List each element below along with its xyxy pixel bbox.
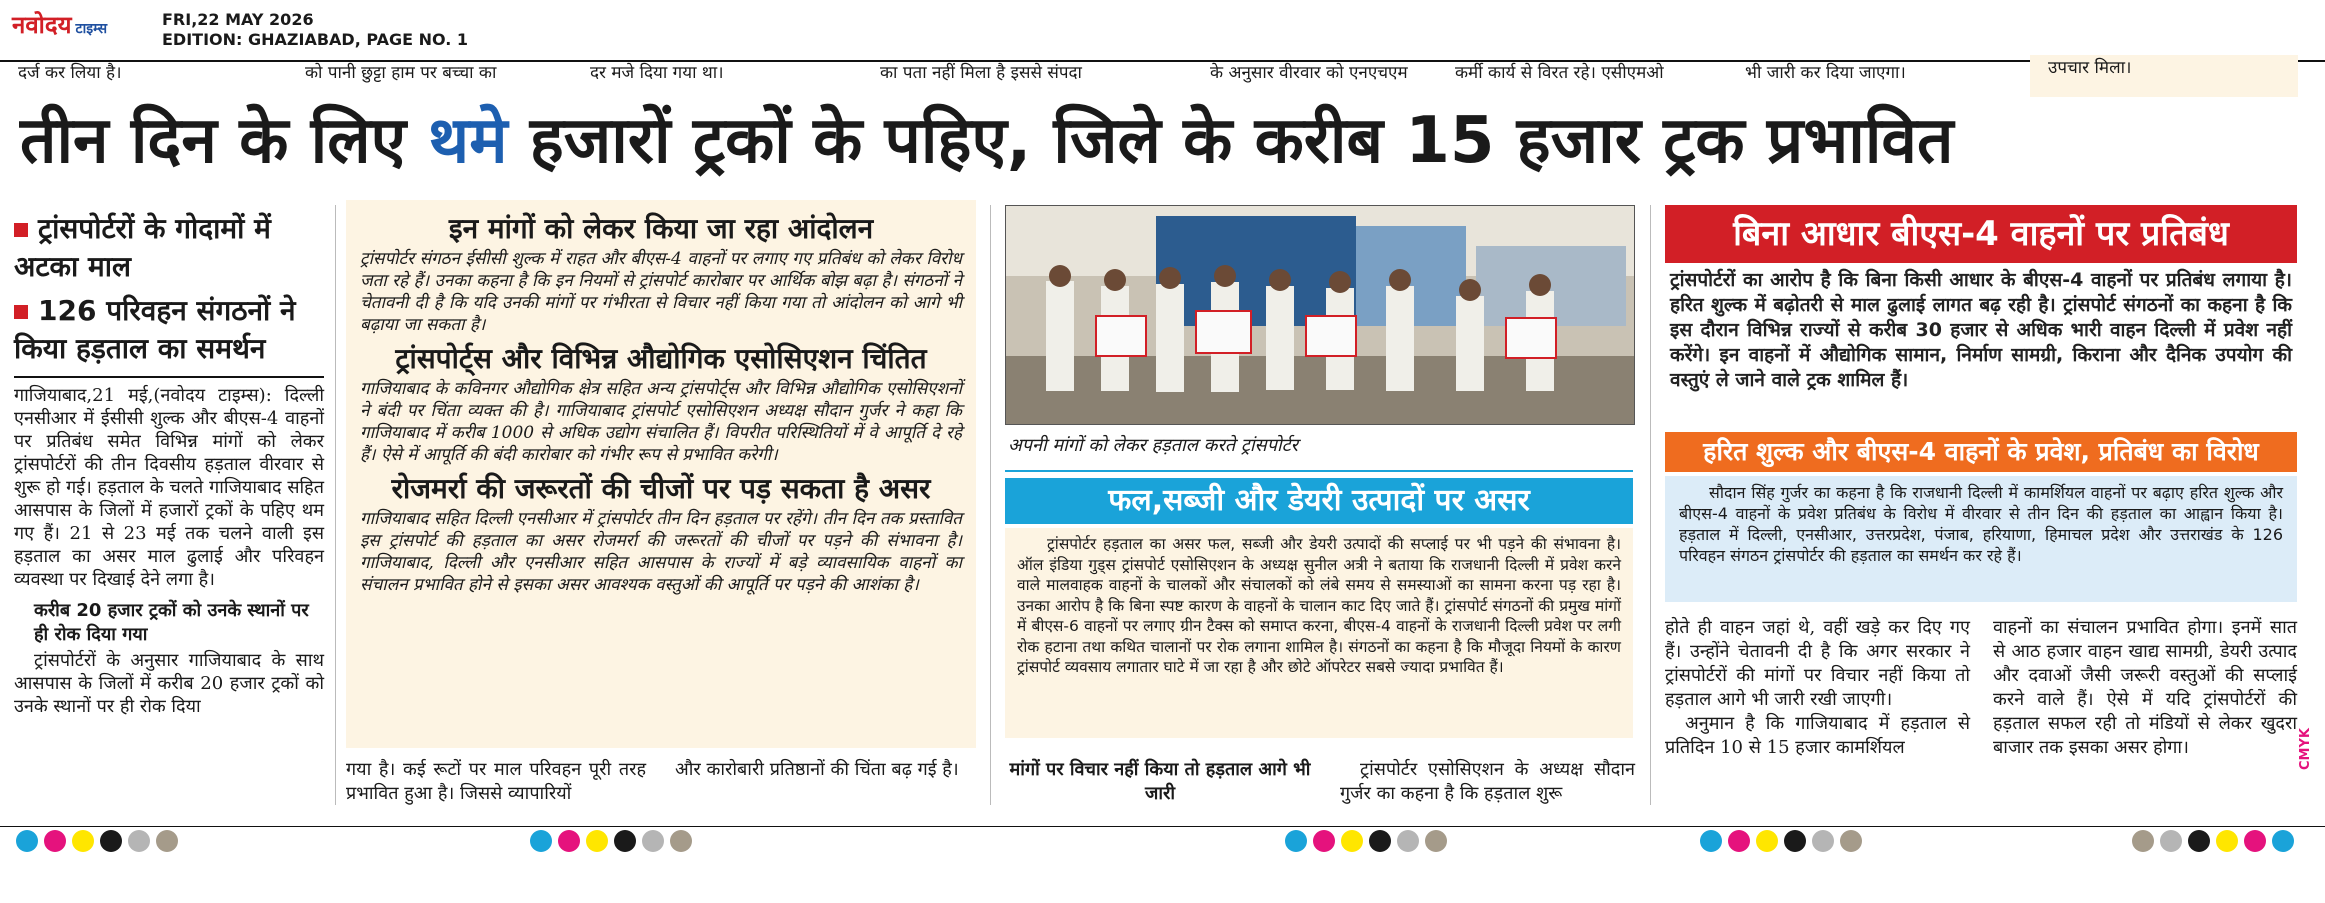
magenta-swatch bbox=[1313, 830, 1335, 852]
tan-swatch bbox=[156, 830, 178, 852]
magenta-swatch bbox=[558, 830, 580, 852]
caption-rule bbox=[1005, 470, 1633, 472]
gray-swatch bbox=[128, 830, 150, 852]
bs4-ban-heading: बिना आधार बीएस-4 वाहनों पर प्रतिबंध bbox=[1733, 214, 2229, 254]
black-swatch bbox=[614, 830, 636, 852]
cut-box bbox=[2030, 55, 2298, 97]
bs4-ban-text: ट्रांसपोर्टरों का आरोप है कि बिना किसी आधार के बीएस-4 वाहनों पर प्रतिबंध लगाया है। हरित शुल्क में बढ़ोतरी से माल ढुलाई लागत बढ़ रही है। ट्रांसपोर्ट संगठनों का कहना है कि इस दौरान विभिन्न राज्यों से करीब 30 हजार से अधिक भारी वाहन दिल्ली में प्रवेश नहीं करेंगे। इन वाहनों में औद्योगिक सामान, निर्माण सामग्री, किराना और दैनिक उपयोग की वस्तुएं ले जाने वाले ट्रक शामिल हैं। bbox=[1670, 269, 2292, 391]
col4-bottom-left-para-2: अनुमान है कि गाजियाबाद में हड़ताल से प्रतिदिन 10 से 15 हजार कामर्शियल bbox=[1665, 713, 1970, 758]
bs4-ban-banner bbox=[1665, 205, 2297, 263]
yellow-swatch bbox=[72, 830, 94, 852]
cmyk-label: CMYK bbox=[2298, 728, 2313, 770]
col1-body-2: ट्रांसपोर्टरों के अनुसार गाजियाबाद के साथ आसपास के जिलों में करीब 20 हजार ट्रकों को उनके स्थानों पर ही रोक दिया bbox=[14, 650, 324, 717]
color-registration-bar bbox=[0, 830, 2325, 860]
bullet-point-2: 126 परिवहन संगठनों ने किया हड़ताल का समर्थन bbox=[14, 294, 296, 365]
cut-text-2: को पानी छुट्टा हाम पर बच्चा का bbox=[305, 63, 497, 83]
cut-text-5: के अनुसार वीरवार को एनएचएम bbox=[1210, 63, 1408, 83]
black-swatch bbox=[1369, 830, 1391, 852]
masthead bbox=[12, 8, 2312, 60]
gray-swatch bbox=[1812, 830, 1834, 852]
tan-swatch bbox=[1425, 830, 1447, 852]
cyan-swatch bbox=[1700, 830, 1722, 852]
tan-swatch bbox=[1840, 830, 1862, 852]
issue-date: FRI,22 MAY 2026 bbox=[162, 10, 314, 29]
panel-para-3: गाजियाबाद सहित दिल्ली एनसीआर में ट्रांसपोर्टर तीन दिन हड़ताल पर रहेंगे। तीन दिन तक प्रस्तावित इस ट्रांसपोर्ट की हड़ताल का असर रोजमर्रा की जरूरतों की चीजों पर पड़ने की संभावना है। गाजियाबाद, दिल्ली और एनसीआर सहित आसपास के राज्यों में बड़े व्यावसायिक वाहनों का संचालन प्रभावित होने से इसका असर आवश्यक वस्तुओं की आपूर्ति पर पड़ने की आशंका है। bbox=[360, 509, 962, 595]
headline-highlight: थमे bbox=[428, 104, 508, 178]
green-tax-banner bbox=[1665, 432, 2297, 472]
cut-text-3: दर मजे दिया गया था। bbox=[590, 63, 724, 83]
bottom-rule bbox=[0, 826, 2325, 827]
magenta-swatch bbox=[44, 830, 66, 852]
gray-swatch bbox=[2160, 830, 2182, 852]
yellow-swatch bbox=[586, 830, 608, 852]
cut-text-6: कर्मी कार्य से विरत रहे। एसीएमओ bbox=[1455, 63, 1664, 83]
yellow-swatch bbox=[1341, 830, 1363, 852]
column-divider bbox=[990, 205, 991, 805]
column-divider bbox=[335, 205, 336, 805]
black-swatch bbox=[2188, 830, 2210, 852]
yellow-swatch bbox=[1756, 830, 1778, 852]
magenta-swatch bbox=[2244, 830, 2266, 852]
col2-bottom-right: और कारोबारी प्रतिष्ठानों की चिंता बढ़ गई है। bbox=[675, 759, 959, 780]
square-bullet-icon bbox=[14, 223, 28, 237]
cyan-swatch bbox=[2272, 830, 2294, 852]
banner-heading: फल,सब्जी और डेयरी उत्पादों पर असर bbox=[1108, 483, 1530, 518]
tan-swatch bbox=[670, 830, 692, 852]
green-tax-text: सौदान सिंह गुर्जर का कहना है कि राजधानी दिल्ली में कामर्शियल वाहनों पर बढ़ाए हरित शुल्क और बीएस-4 वाहनों के प्रवेश प्रतिबंध के विरोध में वीरवार से तीन दिन की हड़ताल का आह्वान किया है। हड़ताल में दिल्ली, एनसीआर, उत्तरप्रदेश, पंजाब, हरियाणा, हिमाचल प्रदेश और उत्तराखंड के 126 परिवहन संगठन ट्रांसपोर्टर की हड़ताल का समर्थन कर रहे हैं। bbox=[1679, 483, 2283, 565]
gray-swatch bbox=[1397, 830, 1419, 852]
dairy-impact-text: ट्रांसपोर्टर हड़ताल का असर फल, सब्जी और डेयरी उत्पादों की सप्लाई पर भी पड़ने की संभावना है। ऑल इंडिया गुड्स ट्रांसपोर्ट एसोसिएशन के अध्यक्ष सुनील अत्री ने बताया कि राजधानी दिल्ली में प्रवेश करने वाले मालवाहक वाहनों के चालकों और संचालकों को लंबे समय से समस्याओं का सामना करना पड़ रहा है। उनका आरोप है कि बिना स्पष्ट कारण के वाहनों के चालान काट दिए जाते हैं। ट्रांसपोर्ट संगठनों की प्रमुख मांगों में बीएस-6 वाहनों पर लगाए ग्रीन टैक्स को समाप्त करना, बीएस-4 वाहनों के राजधानी दिल्ली प्रवेश पर लगी रोक हटाना तथा कथित चालानों पर रोक लगाना शामिल है। संगठनों का कहना है कि मौजूदा नियमों के कारण ट्रांसपोर्ट व्यवसाय लगातार घाटे में जा रहा है और छोटे ऑपरेटर सबसे ज्यादा प्रभावित हैं। bbox=[1017, 535, 1621, 676]
panel-para-1: ट्रांसपोर्टर संगठन ईसीसी शुल्क में राहत और बीएस-4 वाहनों पर लगाए गए प्रतिबंध को लेकर विरोध जता रहे हैं। उनका कहना है कि इन नियमों से ट्रांसपोर्ट कारोबार पर आर्थिक बोझ बढ़ा है। संगठनों ने चेतावनी दी है कि यदि उनकी मांगों पर गंभीरता से विचार नहीं किया गया तो आंदोलन को आगे भी बढ़ाया जा सकता है। bbox=[360, 249, 962, 335]
black-swatch bbox=[100, 830, 122, 852]
panel-heading-3: रोजमर्रा की जरूरतों की चीजों पर पड़ सकता है असर bbox=[391, 472, 931, 505]
col3-bottom-subhead: मांगों पर विचार नहीं किया तो हड़ताल आगे भी जारी bbox=[1009, 759, 1311, 804]
story-intro: गाजियाबाद,21 मई,(नवोदय टाइम्स): दिल्ली एनसीआर में ईसीसी शुल्क और बीएस-4 वाहनों पर प्रतिबंध समेत विभिन्न मांगों को लेकर ट्रांसपोर्टरों की तीन दिवसीय हड़ताल वीरवार से शुरू हो गई। हड़ताल के चलते गाजियाबाद सहित आसपास के जिलों में हजारों ट्रकों के पहिए थम गए हैं। 21 से 23 मई तक चलने वाली इस हड़ताल का असर माल ढुलाई और परिवहन व्यवस्था पर दिखाई देने लगा है। bbox=[14, 385, 324, 590]
main-headline: तीन दिन के लिए थमे हजारों ट्रकों के पहिए, जिले के करीब 15 हजार ट्रक प्रभावित bbox=[20, 104, 1954, 178]
cut-text-8: उपचार मिला। bbox=[2048, 58, 2132, 78]
gray-swatch bbox=[642, 830, 664, 852]
col4-bottom-left bbox=[1665, 616, 1970, 760]
column-1 bbox=[14, 210, 324, 718]
divider bbox=[14, 376, 324, 378]
col3-bottom-text: ट्रांसपोर्टर एसोसिएशन के अध्यक्ष सौदान गुर्जर का कहना है कि हड़ताल शुरू bbox=[1340, 759, 1635, 804]
column-divider bbox=[1650, 205, 1651, 805]
green-tax-heading: हरित शुल्क और बीएस-4 वाहनों के प्रवेश, प्रतिबंध का विरोध bbox=[1703, 437, 2259, 466]
col2-bottom-left: गया है। कई रूटों पर माल परिवहन पूरी तरह प्रभावित हुआ है। जिससे व्यापारियों bbox=[346, 759, 646, 804]
newspaper-logo: नवोदय टाइम्स bbox=[12, 10, 108, 39]
col4-bottom-left-para-1: होते ही वाहन जहां थे, वहीं खड़े कर दिए गए हैं। उन्होंने चेतावनी दी है कि अगर सरकार ने ट्रांसपोर्टरों की मांगों पर विचार नहीं किया तो हड़ताल आगे भी जारी रखी जाएगी। bbox=[1665, 617, 1970, 710]
green-tax-panel bbox=[1665, 476, 2297, 602]
dairy-impact-banner bbox=[1005, 478, 1633, 524]
demands-panel bbox=[346, 200, 976, 748]
yellow-swatch bbox=[2216, 830, 2238, 852]
protest-photo-image bbox=[1006, 206, 1634, 424]
edition-label: EDITION: GHAZIABAD, PAGE NO. 1 bbox=[162, 30, 469, 49]
magenta-swatch bbox=[1728, 830, 1750, 852]
cut-text-7: भी जारी कर दिया जाएगा। bbox=[1745, 63, 1906, 83]
square-bullet-icon bbox=[14, 305, 28, 319]
col1-subhead: करीब 20 हजार ट्रकों को उनके स्थानों पर ही रोक दिया गया bbox=[34, 600, 309, 645]
cyan-swatch bbox=[16, 830, 38, 852]
panel-heading-2: ट्रांसपोर्ट्स और विभिन्न औद्योगिक एसोसिएशन चिंतित bbox=[395, 342, 927, 375]
tan-swatch bbox=[2132, 830, 2154, 852]
col4-bottom-right: वाहनों का संचालन प्रभावित होगा। इनमें सात से आठ हजार वाहन खाद्य सामग्री, डेयरी उत्पाद और दवाओं जैसी जरूरी वस्तुओं की सप्लाई करने वाले हैं। ऐसे में यदि ट्रांसपोर्टरों की हड़ताल सफल रही तो मंडियों से लेकर खुदरा बाजार तक इसका असर होगा। bbox=[1993, 617, 2297, 758]
cyan-swatch bbox=[1285, 830, 1307, 852]
cyan-swatch bbox=[530, 830, 552, 852]
photo-caption: अपनी मांगों को लेकर हड़ताल करते ट्रांसपोर्टर bbox=[1008, 435, 1299, 456]
dateline bbox=[162, 10, 468, 50]
dairy-impact-panel bbox=[1005, 528, 1633, 738]
protest-photo bbox=[1005, 205, 1635, 425]
black-swatch bbox=[1784, 830, 1806, 852]
cut-text-4: का पता नहीं मिला है इससे संपदा bbox=[880, 63, 1082, 83]
panel-para-2: गाजियाबाद के कविनगर औद्योगिक क्षेत्र सहित अन्य ट्रांसपोर्ट्स और विभिन्न औद्योगिक एसोसिएशनों ने बंदी पर चिंता व्यक्त की है। गाजियाबाद ट्रांसपोर्ट एसोसिएशन अध्यक्ष सौदान गुर्जर ने कहा कि गाजियाबाद में करीब 1000 से अधिक उद्योग संचालित हैं। विपरीत परिस्थितियों में वे आपूर्ति दे रहे हैं। ऐसे में आपूर्ति की बंदी कारोबार को गंभीर रूप से प्रभावित करेगी। bbox=[360, 379, 962, 465]
bullet-point-1: ट्रांसपोर्टरों के गोदामों में अटका माल bbox=[14, 212, 271, 283]
cut-text-1: दर्ज कर लिया है। bbox=[18, 63, 122, 83]
panel-heading-1: इन मांगों को लेकर किया जा रहा आंदोलन bbox=[448, 212, 874, 245]
